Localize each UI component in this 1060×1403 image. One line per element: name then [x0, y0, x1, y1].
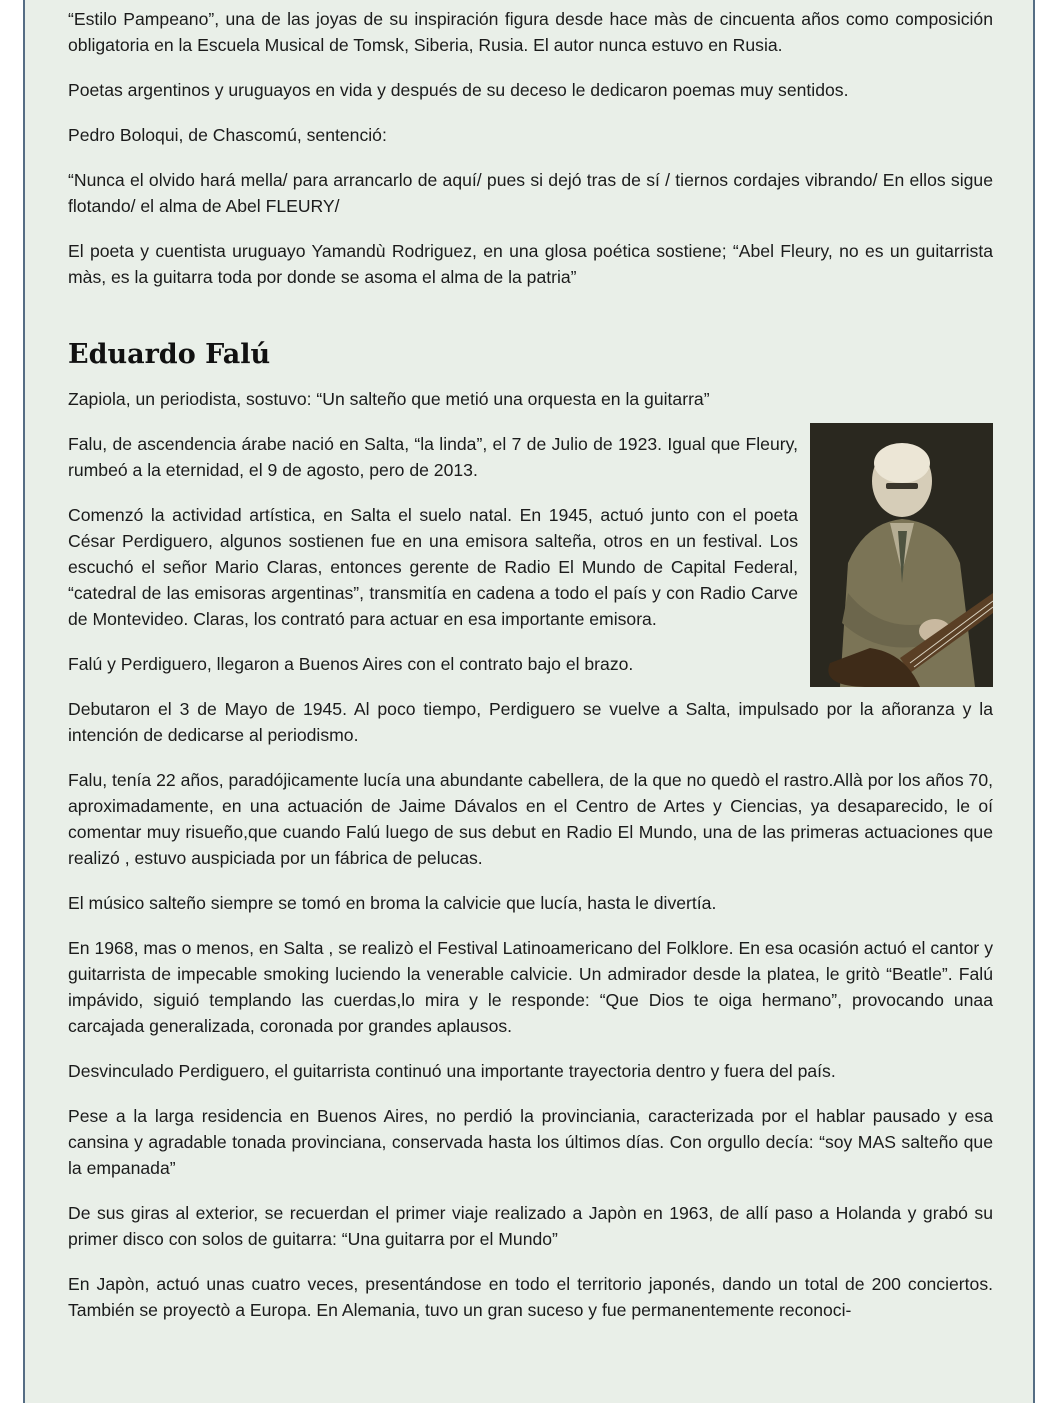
- paragraph: Falu, de ascendencia árabe nació en Salta, “la linda”, el 7 de Julio de 1923. Igual que Fleury, rumbeó a la eternidad, el 9 de agosto, pero de 2013.: [68, 434, 798, 480]
- paragraph: Zapiola, un periodista, sostuvo: “Un salteño que metió una orquesta en la guitarra”: [68, 389, 710, 409]
- paragraph: Poetas argentinos y uruguayos en vida y después de su deceso le dedicaron poemas muy sentidos.: [68, 80, 849, 100]
- paragraph: Falu, tenía 22 años, paradójicamente lucía una abundante cabellera, de la que no quedò el rastro.Allà por los años 70, aproximadamente, en una actuación de Jaime Dávalos en el Centro de Artes y Ciencias, ya desaparecido, le oí comentar muy risueño,que cuando Falú luego de sus debut en Radio El Mundo, una de las primeras actuaciones que realizó , estuvo auspiciada por un fábrica de pelucas.: [68, 770, 993, 868]
- paragraph: Falú y Perdiguero, llegaron a Buenos Aires con el contrato bajo el brazo.: [68, 654, 634, 674]
- section-gap: [68, 309, 993, 339]
- document-page: [23, 0, 1035, 1403]
- portrait-photo: [810, 423, 993, 687]
- quote-paragraph: “Nunca el olvido hará mella/ para arrancarlo de aquí/ pues si dejó tras de sí / tiernos cordajes vibrando/ En ellos sigue flotando/ el alma de Abel FLEURY/: [68, 170, 993, 216]
- portrait-illustration: [810, 423, 993, 687]
- paragraph: En Japòn, actuó unas cuatro veces, presentándose en todo el territorio japonés, dando un total de 200 conciertos. También se proyectò a Europa. En Alemania, tuvo un gran suceso y fue permanentemente reconoci-: [68, 1274, 993, 1320]
- paragraph: Pese a la larga residencia en Buenos Aires, no perdió la provinciania, caracterizada por el hablar pausado y esa cansina y agradable tonada provinciana, conservada hasta los últimos días. Con orgullo decía: “soy MAS salteño que la empanada”: [68, 1106, 993, 1178]
- paragraph: Debutaron el 3 de Mayo de 1945. Al poco tiempo, Perdiguero se vuelve a Salta, impulsado por la añoranza y la intención de dedicarse al periodismo.: [68, 699, 993, 745]
- paragraph: En 1968, mas o menos, en Salta , se realizò el Festival Latinoamericano del Folklore. En esa ocasión actuó el cantor y guitarrista de impecable smoking luciendo la venerable calvicie. Un admirador desde la platea, le gritò “Beatle”. Falú impávido, siguió templando las cuerdas,lo mira y le responde: “Que Dios te oiga hermano”, provocando unaa carcajada generalizada, coronada por grandes aplausos.: [68, 938, 993, 1036]
- paragraph: El músico salteño siempre se tomó en broma la calvicie que lucía, hasta le divertía.: [68, 893, 717, 913]
- paragraph: El poeta y cuentista uruguayo Yamandù Rodriguez, en una glosa poética sostiene; “Abel Fleury, no es un guitarrista màs, es la guitarra toda por donde se asoma el alma de la patria”: [68, 241, 993, 287]
- paragraph: “Estilo Pampeano”, una de las joyas de su inspiración figura desde hace màs de cincuenta años como composición obligatoria en la Escuela Musical de Tomsk, Siberia, Rusia. El autor nunca estuvo en Rusia.: [68, 9, 993, 55]
- paragraph: Pedro Boloqui, de Chascomú, sentenció:: [68, 125, 387, 145]
- paragraph: Desvinculado Perdiguero, el guitarrista continuó una importante trayectoria dentro y fuera del país.: [68, 1061, 836, 1081]
- paragraph: Comenzó la actividad artística, en Salta el suelo natal. En 1945, actuó junto con el poeta César Perdiguero, algunos sostienen fue en una emisora salteña, otros en un festival. Los escuchó el señor Mario Claras, entonces gerente de Radio El Mundo de Capital Federal, “catedral de las emisoras argentinas”, transmitía en cadena a todo el país y con Radio Carve de Montevideo. Claras, los contrató para actuar en esa importante emisora.: [68, 505, 798, 629]
- article-body: [68, 6, 993, 1342]
- paragraph: De sus giras al exterior, se recuerdan el primer viaje realizado a Japòn en 1963, de allí paso a Holanda y grabó su primer disco con solos de guitarra: “Una guitarra por el Mundo”: [68, 1203, 993, 1249]
- section-heading: Eduardo Falú: [68, 339, 271, 370]
